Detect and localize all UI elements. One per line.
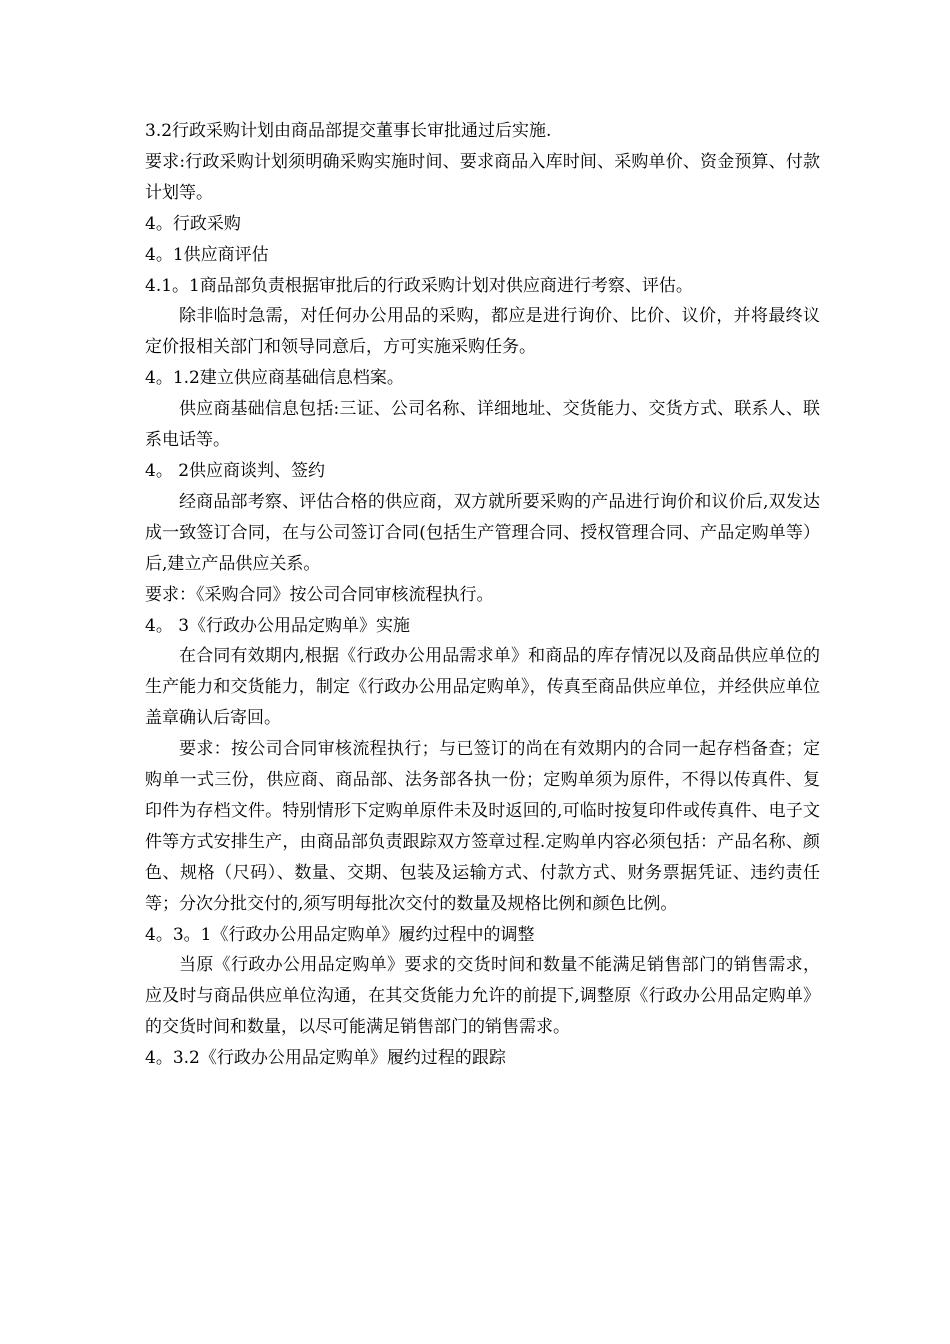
paragraph-adjustment-body: 当原《行政办公用品定购单》要求的交货时间和数量不能满足销售部门的销售需求，应及时与商品供应单位沟通，在其交货能力允许的前提下,调整原《行政办公用品定购单》的交货时间和数量，以尽可能满足销售部门的销售需求。	[145, 955, 820, 1038]
paragraph-4-1-1: 4.1。1商品部负责根据审批后的行政采购计划对供应商进行考察、评估。	[145, 275, 693, 296]
paragraph-3-2: 3.2行政采购计划由商品部提交董事长审批通过后实施.	[145, 121, 552, 141]
paragraph-negotiation-body: 经商品部考察、评估合格的供应商，双方就所要采购的产品进行询价和议价后,双发达成一致签订合同，在与公司签订合同(包括生产管理合同、授权管理合同、产品定购单等）后,建立产品供应关系。	[145, 491, 820, 574]
heading-4-2-negotiation: 4。 2供应商谈判、签约	[145, 460, 326, 481]
heading-4-admin-procurement: 4。行政采购	[145, 213, 241, 234]
paragraph-order-requirements: 要求：按公司合同审核流程执行；与已签订的尚在有效期内的合同一起存档备查；定购单一式三份，供应商、商品部、法务部各执一份；定购单须为原件，不得以传真件、复印件为存档文件。特别情形下定购单原件未及时返回的,可临时按复印件或传真件、电子文件等方式安排生产，由商品部负责跟踪双方签章过程.定购单内容必须包括：产品名称、颜色、规格（尺码）、数量、交期、包装及运输方式、付款方式、财务票据凭证、违约责任等；分次分批交付的,须写明每批次交付的数量及规格比例和颜色比例。	[145, 739, 820, 914]
paragraph-requirement-contract: 要求：《采购合同》按公司合同审核流程执行。	[145, 584, 494, 605]
paragraph-supplier-info: 供应商基础信息包括:三证、公司名称、详细地址、交货能力、交货方式、联系人、联系电话等。	[145, 399, 820, 451]
heading-4-3-1-adjustment: 4。3。1《行政办公用品定购单》履约过程中的调整	[145, 924, 535, 945]
paragraph-requirement-plan: 要求:行政采购计划须明确采购实施时间、要求商品入库时间、采购单价、资金预算、付款计划等。	[145, 151, 820, 203]
paragraph-inquiry-pricing: 除非临时急需，对任何办公用品的采购，都应是进行询价、比价、议价，并将最终议定价报相关部门和领导同意后，方可实施采购任务。	[145, 306, 820, 358]
heading-4-3-order-implementation: 4。 3《行政办公用品定购单》实施	[145, 615, 411, 636]
paragraph-order-body: 在合同有效期内,根据《行政办公用品需求单》和商品的库存情况以及商品供应单位的生产能力和交货能力，制定《行政办公用品定购单》，传真至商品供应单位，并经供应单位盖章确认后寄回。	[145, 646, 820, 729]
heading-4-3-2-tracking: 4。3.2《行政办公用品定购单》履约过程的跟踪	[145, 1048, 506, 1069]
document-body	[145, 116, 820, 1074]
paragraph-4-1-2: 4。1.2建立供应商基础信息档案。	[145, 368, 404, 389]
heading-4-1-supplier-evaluation: 4。1供应商评估	[145, 244, 269, 265]
